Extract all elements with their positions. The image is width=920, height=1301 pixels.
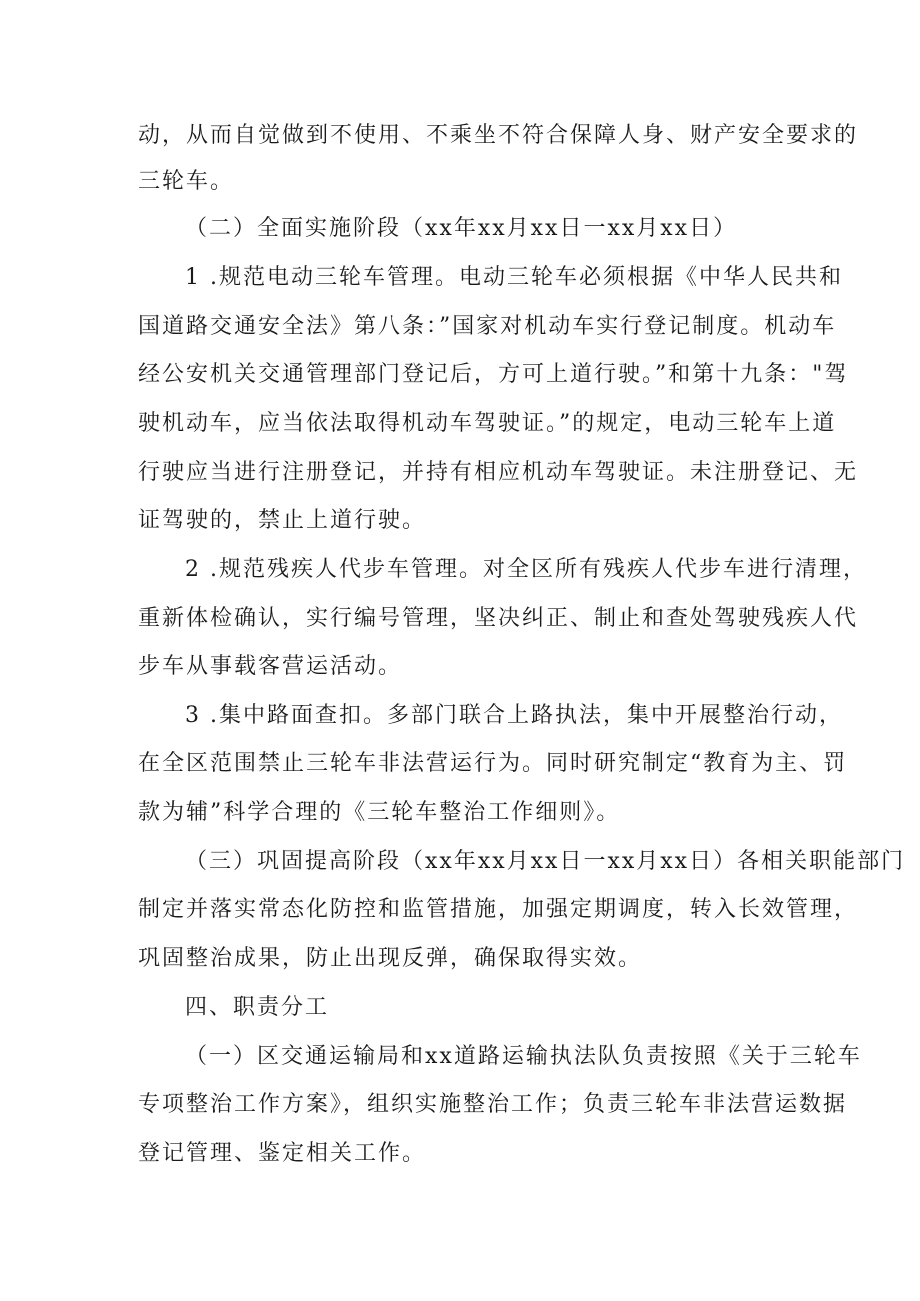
text-line: 三轮车。 (138, 169, 235, 194)
text-line: 四、职责分工 (185, 995, 330, 1020)
text-line: 证驾驶的，禁止上道行驶。 (138, 508, 427, 533)
text-line: 1 .规范电动三轮车管理。电动三轮车必须根据《中华人民共和 (185, 265, 843, 290)
text-line: 款为辅”科学合理的《三轮车整治工作细则》。 (138, 800, 621, 825)
text-line: 登记管理、鉴定相关工作。 (138, 1141, 427, 1166)
text-line: 重新体检确认，实行编号管理，坚决纠正、制止和查处驾驶残疾人代 (138, 606, 859, 631)
text-line: 巩固整治成果，防止出现反弹，确保取得实效。 (138, 946, 643, 971)
text-line: 驶机动车，应当依法取得机动车驾驶证。”的规定，电动三轮车上道 (138, 411, 837, 436)
text-line: 2 .规范残疾人代步车管理。对全区所有残疾人代步车进行清理， (185, 557, 867, 582)
text-line: 国道路交通安全法》第八条：”国家对机动车实行登记制度。机动车 (138, 314, 837, 339)
text-line: 在全区范围禁止三轮车非法营运行为。同时研究制定“教育为主、罚 (138, 751, 848, 776)
text-line: 动，从而自觉做到不使用、不乘坐不符合保障人身、财产安全要求的 (138, 123, 859, 148)
text-line: 行驶应当进行注册登记，并持有相应机动车驾驶证。未注册登记、无 (138, 460, 859, 485)
text-line: （一）区交通运输局和xx道路运输执法队负责按照《关于三轮车 (185, 1044, 862, 1069)
text-line: 专项整治工作方案》，组织实施整治工作；负责三轮车非法营运数据 (138, 1092, 848, 1117)
text-line: （三）巩固提高阶段（xx年xx月xx日一xx月xx日）各相关职能部门 (185, 849, 906, 874)
text-line: 经公安机关交通管理部门登记后，方可上道行驶。”和第十九条："驾 (138, 362, 849, 387)
text-line: 制定并落实常态化防控和监管措施，加强定期调度，转入长效管理， (138, 897, 859, 922)
text-line: 步车从事载客营运活动。 (138, 654, 403, 679)
text-line: （二）全面实施阶段（xx年xx月xx日一xx月xx日） (185, 216, 738, 241)
text-line: 3 .集中路面查扣。多部门联合上路执法，集中开展整治行动， (185, 703, 843, 728)
